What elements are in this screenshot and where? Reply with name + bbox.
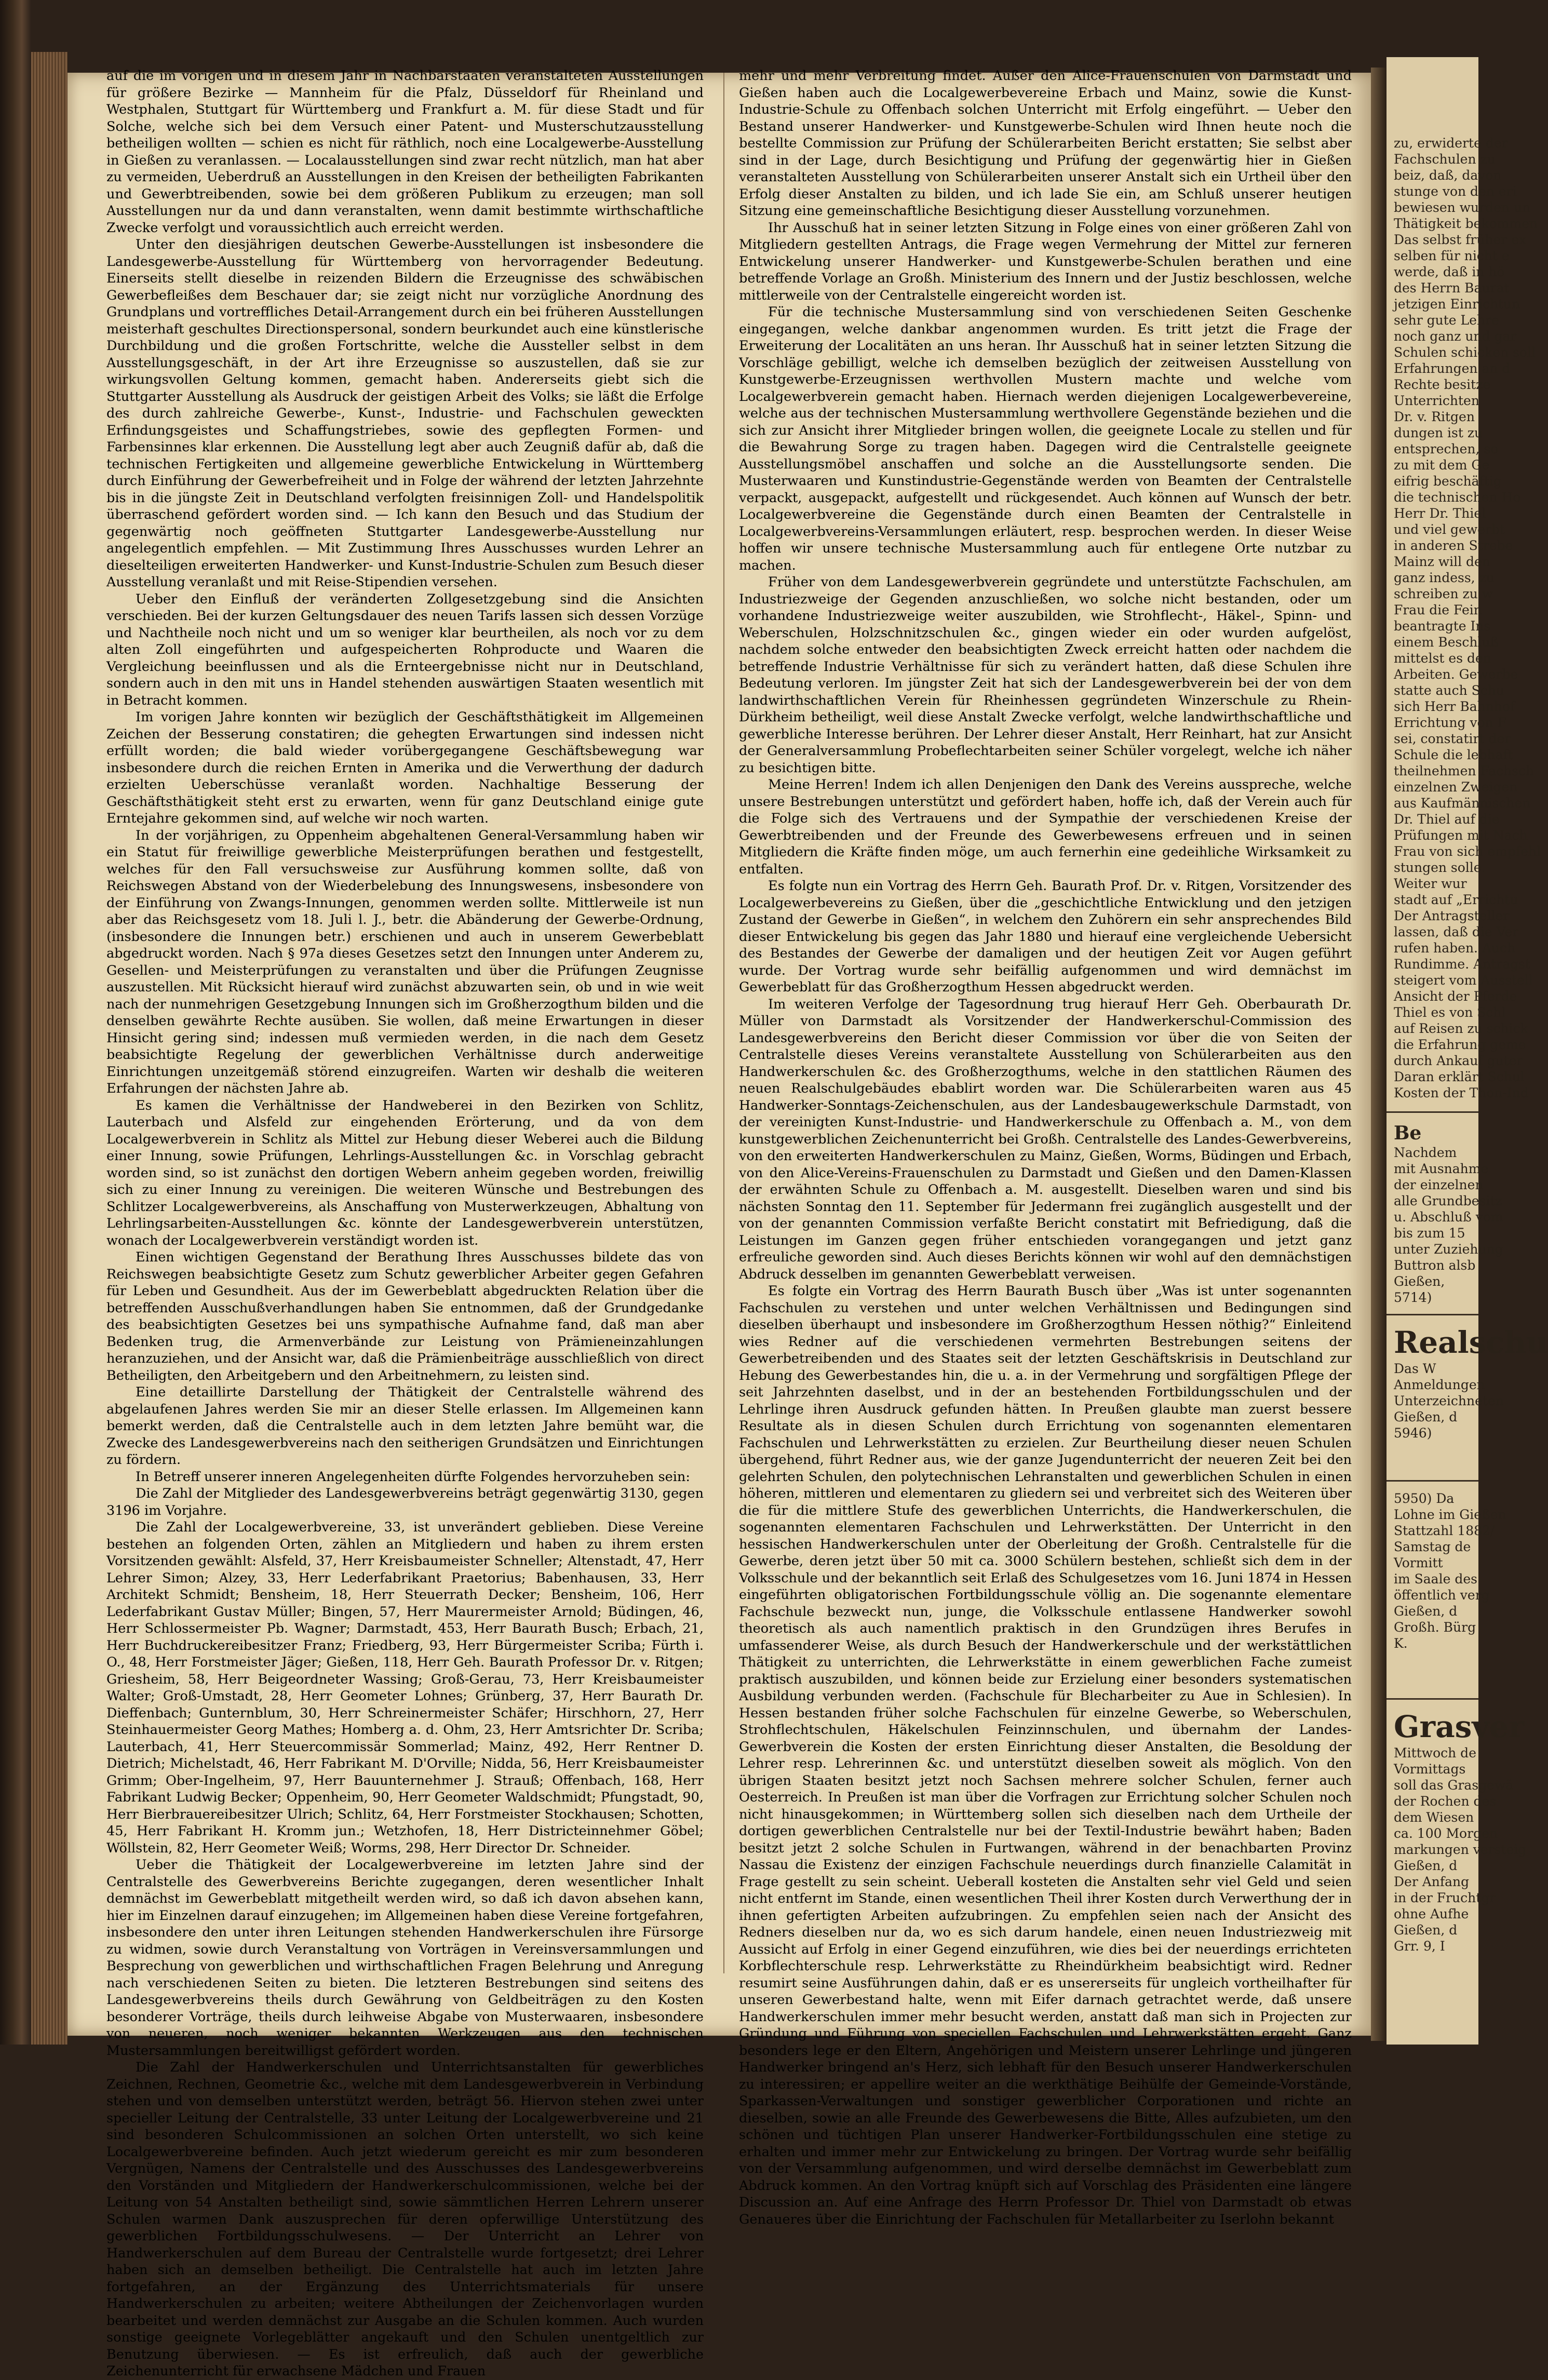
fragment-block-5 [1394, 1709, 1527, 1954]
gutter [1371, 68, 1387, 2041]
paragraph: In der vorjährigen, zu Oppenheim abgehaltenen General-Versammlung haben wir ein Statut für freiwillige gewerbliche Meisterprüfungen berathen und festgestellt, welches für den Fall versuchsweise zur Ausführung kommen sollte, daß von Reichswegen Abstand von der Wiederbelebung des Innungswesens, insbesondere von der Einführung von Zwangs-Innungen, genommen werden sollte. Mittlerweile ist nun aber das Reichsgesetz vom 18. Juli l. J., betr. die Abänderung der Gewerbe-Ordnung, (insbesondere die Innungen betr.) erschienen und auch in unserem Gewerbeblatt abgedruckt worden. Nach § 97a dieses Gesetzes setzt den Innungen unter Anderem zu, Gesellen- und Meisterprüfungen zu veranstalten und über die Prüfungen Zeugnisse auszustellen. Mit Rücksicht hierauf wird zunächst abzuwarten sein, ob und in wie weit nach der nunmehrigen Gesetzgebung Innungen sich im Großherzogthum bilden und die denselben gewährte Rechte ausüben. Sie wollen, daß meine Erwartungen in dieser Hinsicht gering sind; indessen muß vermieden werden, in die nach dem Gesetz beabsichtigte Regelung der gewerblichen Verhältnisse durch anderweitige Einrichtungen unzeitgemäß störend einzugreifen. Warten wir deshalb die weiteren Erfahrungen der nächsten Jahre ab. [106, 827, 704, 1096]
fragment-line: ca. 100 Morgen [1394, 1826, 1498, 1841]
fragment-line: zu mit dem Ge [1394, 458, 1490, 473]
paragraph: Ueber die Thätigkeit der Localgewerbvereine im letzten Jahre sind der Centralstelle des Gewerbvereins Berichte zugegangen, deren wesentlicher Inhalt demnächst im Gewerbeblatt mitgetheilt werden wird, so daß ich davon absehen kann, hier im Einzelnen darauf einzugehen; im Allgemeinen haben diese Vereine fortgefahren, insbesondere den unter ihren Leitungen stehenden Handwerkerschulen ihre Fürsorge zu widmen, sowie durch Veranstaltung von Vorträgen in Vereinsversammlungen und Besprechung von gewerblichen und wirthschaftlichen Fragen Belehrung und Anregung nach verschiedenen Seiten zu bieten. Die letzteren Bestrebungen sind seitens des Landesgewerbvereins theils durch Gewährung von Geldbeiträgen zu den Kosten besonderer Vorträge, theils durch leihweise Abgabe von Musterwaaren, insbesondere von neueren, noch weniger bekannten Werkzeugen aus den technischen Mustersammlungen bereitwilligst gefördert worden. [106, 1857, 704, 2059]
fragment-line: rufen haben. Auch [1394, 940, 1516, 956]
fragment-line: Grasver [1394, 1709, 1525, 1744]
fragment-line: ganz indess, zu [1394, 570, 1495, 585]
fragment-line: Nachdem [1394, 1145, 1457, 1160]
paragraph: Für die technische Mustersammlung sind von verschiedenen Seiten Geschenke eingegangen, welche dankbar angenommen wurden. Es tritt jetzt die Frage der Erweiterung der Localitäten an uns heran. Ihr Ausschuß hat in seiner letzten Sitzung die Vorschläge gebilligt, welche ich demselben bezüglich der zeitweisen Ausstellung von Kunstgewerbe-Erzeugnissen werthvollen Mustern machte und welche vom Localgewerbverein gemacht haben. Hiernach werden diejenigen Localgewerbevereine, welche aus der technischen Mustersammlung werthvollere Gegenstände beziehen und die sich zur Ansicht ihrer Mitglieder bringen wollen, die geeignete Locale zu stellen und für die Bewahrung Sorge zu tragen haben. Dagegen wird die Centralstelle geeignete Ausstellungsmöbel anschaffen und solche an die Ausstellungsorte senden. Die Musterwaaren und Kunstindustrie-Gegenstände werden von Beamten der Centralstelle verpackt, ausgepackt, aufgestellt und rückgesendet. Auch können auf Wunsch der betr. Localgewerbvereine die Gegenstände durch einen Beamten der Centralstelle in Localgewerbvereins-Versammlungen erläutert, resp. besprochen werden. In dieser Weise hoffen wir unsere technische Mustersammlung auch für entlegene Orte nutzbar zu machen. [739, 304, 1352, 573]
fragment-line: Daran erklärt Schul [1394, 1069, 1525, 1084]
right-column [739, 68, 1352, 2227]
fragment-block-3 [1394, 1324, 1548, 1441]
fragment-line: sei, constatirt der [1394, 731, 1511, 746]
fragment-line: im Saale des [1394, 1571, 1477, 1586]
fragment-line: Vormitt [1394, 1555, 1443, 1570]
fragment-line: einzelnen Zweigen [1394, 779, 1518, 795]
fragment-line: lassen, daß die Ver [1394, 924, 1519, 939]
fragment-block-2 [1394, 1122, 1503, 1306]
fragment-line: u. Abschluß vom [1394, 1209, 1503, 1225]
paragraph: Es folgte ein Vortrag des Herrn Baurath Busch über „Was ist unter sogenannten Fachschulen zu verstehen und unter welchen Verhältnissen und Bedingungen sind dieselben überhaupt und insbesondere im Großherzogthum Hessen nöthig?“ Einleitend wies Redner auf die verschiedenen vermehrten Bestrebungen seitens der Gewerbetreibenden und des Staates seit der letzten Geschäftskrisis in Deutschland zur Hebung des Gewerbestandes hin, die u. a. in der Vermehrung und sorgfältigen Pflege der seit Jahrzehnten daselbst, und in der an bestehenden Fortbildungsschulen und der Lehrlinge ihren Ausdruck gefunden hätten. In Preußen glaubte man zuerst bessere Resultate als in diesen Schulen durch Errichtung von sogenannten elementaren Fachschulen und Lehrwerkstätten zu erzielen. Zur Beurtheilung dieser neuen Schulen übergehend, führt Redner aus, wie der ganze Jugendunterricht der neueren Zeit bei den gelehrten Schulen, den polytechnischen Lehranstalten und gewerblichen Schulen in einen höheren, mittleren und elementaren zu gliedern sei und verbreitet sich des Weiteren über die für die mittlere Stufe des gewerblichen Unterrichts, die Handwerkerschulen, die sogenannten elementaren Fachschulen und Lehrwerkstätten. Der Unterricht in den hessischen Handwerkerschulen unter der Oberleitung der Großh. Centralstelle für die Gewerbe, deren jetzt über 50 mit ca. 3000 Schülern bestehen, schließt sich dem in der Volksschule und der bekanntlich seit Erlaß des Schulgesetzes vom 16. Juni 1874 in Hessen eingeführten obligatorischen Fortbildungsschule völlig an. Die sogenannte elementare Fachschule bezweckt nun, junge, die Volksschule entlassene Handwerker sowohl theoretisch als auch namentlich praktisch in den Grundzügen ihres Berufes in umfassenderer Weise, als durch Besuch der Handwerkerschule und der werkstättlichen Thätigkeit zu unterrichten, die Lehrwerkstätte in einem gewerblichen Fache zumeist praktisch auszubilden, und können beide zur Erzielung einer besonders systematischen Ausbildung verbunden werden. (Fachschule für Blecharbeiter zu Aue in Schlesien). In Hessen bestanden früher solche Fachschulen für einzelne Gewerbe, so Weberschulen, Strohflechtschulen, Häkelschulen Feinzinnschulen, und übernahm der Landes-Gewerbverein die Kosten der ersten Einrichtung dieser Anstalten, die Besoldung der Lehrer resp. Lehrerinnen &c. und unterstützt dieselben soweit als möglich. Von den übrigen Staaten besitzt jetzt noch Sachsen mehrere solcher Schulen, ferner auch Oesterreich. In Preußen ist man über die Vorfragen zur Errichtung solcher Schulen noch nicht hinausgekommen; in Württemberg sollen sich dieselben nach dem Urtheile der dortigen gewerblichen Centralstelle nur bei der Textil-Industrie bewährt haben; Baden besitzt jetzt 2 solche Schulen in Furtwangen, während in der benachbarten Provinz Nassau die Existenz der einzigen Fachschule neuerdings durch finanzielle Calamität in Frage gestellt zu sein scheint. Ueberall kosteten die Anstalten sehr viel Geld und seien nicht entfernt im Stande, einen wesentlichen Theil ihrer Kosten durch Verwerthung der in ihnen gefertigten Arbeiten aufzubringen. Zu empfehlen seien nach der Ansicht des Redners dieselben nur da, wo es sich darum handele, einen neuen Industriezweig mit Aussicht auf Erfolg in einer Gegend einzuführen, wie dies bei der neuerdings errichteten Korbflechterschule resp. Lehrwerkstätte zu Rheindürkheim beabsichtigt wird. Redner resumirt seine Ausführungen dahin, daß er es unsererseits für ungleich vortheilhafter für unseren Gewerbestand halte, wenn mit Eifer darnach getrachtet werde, daß unsere Handwerkerschulen immer mehr besucht werden, anstatt daß man sich in Projecten zur Gründung und Führung von speciellen Fachschulen und Lehrwerkstätten ergeht. Ganz besonders lege er den Eltern, Angehörigen und Meistern unserer Lehrlinge und jüngeren Handwerker bringend an's Herz, sich lebhaft für den Besuch unserer Handwerkerschulen zu interessiren; er appellire weiter an die werkthätige Beihülfe der Gemeinde-Vorstände, Sparkassen-Verwaltungen und sonstiger gewerblicher Corporationen und richte an dieselben, sowie an alle Freunde des Gewerbewesens die Bitte, Alles aufzubieten, um den schönen und tüchtigen Plan unserer Handwerker-Fortbildungsschulen eine stetige zu erhalten und immer mehr zur Entwickelung zu bringen. Der Vortrag wurde sehr beifällig von der Versammlung aufgenommen, und wird derselbe demnächst im Gewerbeblatt zum Abdruck kommen. An den Vortrag knüpft sich auf Vorschlag des Präsidenten eine längere Discussion an. Auf eine Anfrage des Herrn Professor Dr. Thiel von Darmstadt ob etwas Genaueres über die Einrichtung der Fachschulen für Metallarbeiter zu Iserlohn bekannt [739, 1283, 1352, 2227]
fragment-line: markungen versteig [1394, 1842, 1527, 1857]
fragment-line: alle Grundbesitz [1394, 1193, 1502, 1208]
fragment-line: aus Kaufmännischen [1394, 796, 1531, 811]
fragment-line: K. [1394, 1636, 1408, 1651]
fragment-line: in der Fruchtgr [1394, 1890, 1496, 1905]
fragment-line: Frau von sich empfehl [1394, 844, 1541, 859]
fragment-line: die technischen Ho [1394, 490, 1521, 505]
fragment-line: Frau die Fein [1394, 602, 1482, 617]
fragment-line: bis zum 15 [1394, 1226, 1465, 1241]
fragment-line: Ansicht der Pferde [1394, 989, 1517, 1004]
fragment-line: sehr gute Lehre [1394, 313, 1499, 328]
fragment-line: der einzelnen [1394, 1177, 1484, 1192]
fragment-line: Mainz will den [1394, 554, 1490, 569]
fragment-line: Lohne im Gießen [1394, 1507, 1506, 1522]
book-spine [0, 0, 31, 2045]
fragment-line: stunge von den eri [1394, 184, 1517, 199]
fragment-line: der Rochen des [1394, 1794, 1497, 1809]
fragment-line: steigert vom Ausstell [1394, 973, 1533, 988]
fragment-line: Unterrichten [1394, 393, 1479, 408]
paragraph: Es kamen die Verhältnisse der Handweberei in den Bezirken von Schlitz, Lauterbach und Alsfeld zur eingehenden Erörterung, und da von dem Localgewerbverein in Schlitz als Mittel zur Hebung dieser Weberei auch die Bildung einer Innung, sowie Prüfungen, Lehrlings-Ausstellungen &c. in Vorschlag gebracht worden sind, so ist zunächst den dortigen Webern anheim gegeben worden, freiwillig sich zu einer Innung zu vereinigen. Die weiteren Wünsche und Bestrebungen des Schlitzer Localgewerbvereins, als Anschaffung von Musterwerkzeugen, Abhaltung von Lehrlingsarbeiten-Ausstellungen &c. könnte der Landesgewerbverein unterstützen, wonach der Localgewerbverein verständigt worden ist. [106, 1097, 704, 1248]
fragment-line: durch Ankauf guter [1394, 1053, 1523, 1068]
paragraph: Unter den diesjährigen deutschen Gewerbe-Ausstellungen ist insbesondere die Landesgewerbe-Ausstellung für Württemberg von hervorragender Bedeutung. Einerseits stellt dieselbe in reizenden Bildern die Erzeugnisse des schwäbischen Gewerbefleißes dem Beschauer dar; sie zeigt nicht nur vorzügliche Anordnung des Grundplans und vortreffliches Detail-Arrangement durch ein bei früheren Ausstellungen meisterhaft geschultes Directionspersonal, sondern beurkundet auch eine künstlerische Durchbildung und die großen Fortschritte, welche die Aussteller selbst in dem Ausstellungsgeschäft, in der Art ihre Erzeugnisse so auszustellen, daß sie zur wirkungsvollen Geltung kommen, gemacht haben. Andererseits giebt sich die Stuttgarter Ausstellung als Ausdruck der geistigen Arbeit des Volks; sie läßt die Erfolge des durch zahlreiche Gewerbe-, Kunst-, Industrie- und Fachschulen geweckten Erfindungsgeistes und Schaffungstriebes, sowie des gepflegten Formen- und Farbensinnes klar erkennen. Die Ausstellung legt aber auch Zeugniß dafür ab, daß die technischen Fertigkeiten und allgemeine gewerbliche Entwickelung in Württemberg durch Einführung der Gewerbefreiheit und in Folge der während der letzten Jahrzehnte bis in die jüngste Zeit in Deutschland verfolgten freisinnigen Zoll- und Handelspolitik überraschend gefördert worden sind. — Ich kann den Besuch und das Studium der gegenwärtig noch geöffneten Stuttgarter Landesgewerbe-Ausstellung nur angelegentlich empfehlen. — Mit Zustimmung Ihres Ausschusses wurden Lehrer an dieselteiligen erweiterten Handwerker- und Kunst-Industrie-Schulen zum Besuch dieser Ausstellung veranlaßt und mit Reise-Stipendien versehen. [106, 237, 704, 590]
fragment-line: statte auch Schu [1394, 683, 1505, 698]
fragment-line: Vormittags [1394, 1762, 1466, 1777]
fragment-line: Errichtung von F [1394, 715, 1507, 730]
fragment-line: Gießen, [1394, 1274, 1445, 1289]
fragment-line: entsprechen, so [1394, 441, 1499, 456]
paragraph: Im weiteren Verfolge der Tagesordnung trug hierauf Herr Geh. Oberbaurath Dr. Müller von Darmstadt als Vorsitzender der Handwerkerschul-Commission des Landesgewerbvereins den Bericht dieser Commission vor über die von Seiten der Centralstelle dieses Vereins veranstaltete Ausstellung von Schülerarbeiten aus den Handwerkerschulen &c. des Großherzogthums, welche in den stattlichen Räumen des neuen Realschulgebäudes ebablirt worden war. Die Schülerarbeiten waren aus 45 Handwerker-Sonntags-Zeichenschulen, aus der Landesbaugewerkschule Darmstadt, von der vereinigten Kunst-Industrie- und Handwerkerschule zu Offenbach a. M., von dem kunstgewerblichen Zeichenunterricht bei Großh. Centralstelle des Landes-Gewerbvereins, von den erweiterten Handwerkerschulen zu Mainz, Gießen, Worms, Büdingen und Erbach, von den Alice-Vereins-Frauenschulen zu Darmstadt und Gießen und den Damen-Klassen der erwähnten Schule zu Offenbach a. M. ausgestellt. Dieselben waren und sind bis nächsten Sonntag den 11. September für Jedermann frei zugänglich ausgestellt und der von der genannten Commission verfaßte Bericht constatirt mit Befriedigung, daß die Leistungen im Ganzen gegen früher entschieden vorangegangen und jetzt ganz erfreuliche geworden sind. Auch dieses Berichts können wir wohl auf den demnächstigen Abdruck desselben im genannten Gewerbeblatt verweisen. [739, 996, 1352, 1282]
fragment-line: beantragte Ins [1394, 618, 1491, 634]
fragment-line: Gießen, d [1394, 1922, 1458, 1938]
fragment-line: bewiesen wurden un [1394, 200, 1531, 215]
fragment-line: 5946) [1394, 1426, 1432, 1441]
fragment-line: theilnehmen Fachsch [1394, 763, 1534, 778]
fragment-line: 5950) Da [1394, 1491, 1455, 1506]
fragment-line: und viel gewerbt [1394, 522, 1505, 537]
fragment-line: Dr. v. Ritgen [1394, 409, 1475, 424]
fragment-line: sich Herr Bahnhof [1394, 699, 1515, 714]
fragment-line: Kosten der Thon-Ind [1394, 1085, 1529, 1100]
left-column [106, 68, 704, 2379]
fragment-line: Buttron alsb [1394, 1258, 1476, 1273]
fragment-line: Realschu [1394, 1325, 1548, 1360]
divider [1387, 1480, 1478, 1482]
fragment-line: dungen ist zu [1394, 425, 1483, 440]
fragment-line: mittelst es den [1394, 651, 1491, 666]
fragment-line: auf Reisen zu schick [1394, 1021, 1528, 1036]
paragraph: mehr und mehr Verbreitung findet. Außer den Alice-Frauenschulen von Darmstadt und Gießen haben auch die Localgewerbevereine Erbach und Mainz, sowie die Kunst-Industrie-Schule zu Offenbach solchen Unterricht mit Erfolg eingeführt. — Ueber den Bestand unserer Handwerker- und Kunstgewerbe-Schulen wird Ihnen heute noch die bestellte Commission zur Prüfung der Schülerarbeiten Bericht erstatten; Sie selbst aber sind in der Lage, durch Besichtigung und Prüfung der gegenwärtig hier in Gießen veranstalteten Ausstellung von Schülerarbeiten unserer Anstalt sich ein Urtheil über den Erfolg dieser Anstalten zu bilden, und ich lade Sie ein, am Schluß unserer heutigen Sitzung eine gemeinschaftliche Besichtigung dieser Ausstellung vorzunehmen. [739, 68, 1352, 219]
fragment-line: Dr. Thiel auf die [1394, 812, 1500, 827]
fragment-line: Thätigkeit bekommen [1394, 216, 1538, 231]
fragment-line: mit Ausnahme [1394, 1161, 1489, 1176]
divider [1387, 1314, 1478, 1315]
fragment-line: noch ganz und gar [1394, 329, 1517, 344]
fragment-line: Gießen, d [1394, 1858, 1458, 1873]
paragraph: Die Zahl der Localgewerbvereine, 33, ist unverändert geblieben. Diese Vereine bestehen an folgenden Orten, zählen an Mitgliedern und haben zu ihrem ersten Vorsitzenden gewählt: Alsfeld, 37, Herr Kreisbaumeister Schneller; Altenstadt, 47, Herr Lehrer Simon; Alzey, 33, Herr Lederfabrikant Praetorius; Babenhausen, 33, Herr Architekt Schmidt; Bensheim, 18, Herr Steuerrath Decker; Bensheim, 106, Herr Lederfabrikant Gustav Müller; Bingen, 57, Herr Maurermeister Arnold; Büdingen, 46, Herr Schlossermeister Pb. Wagner; Darmstadt, 453, Herr Baurath Busch; Erbach, 21, Herr Buchdruckereibesitzer Franz; Friedberg, 93, Herr Bürgermeister Scriba; Fürth i. O., 48, Herr Forstmeister Jäger; Gießen, 118, Herr Geh. Baurath Professor Dr. v. Ritgen; Griesheim, 58, Herr Beigeordneter Wassing; Groß-Gerau, 73, Herr Kreisbaumeister Walter; Groß-Umstadt, 28, Herr Geometer Lohnes; Grünberg, 37, Herr Baurath Dr. Dieffenbach; Gunternblum, 30, Herr Schreinermeister Schäfer; Hirschhorn, 27, Herr Steinhauermeister Georg Mathes; Homberg a. d. Ohm, 23, Herr Amtsrichter Dr. Scriba; Lauterbach, 41, Herr Steuercommissär Sommerlad; Mainz, 492, Herr Rentner D. Dietrich; Michelstadt, 46, Herr Fabrikant M. D'Orville; Nidda, 56, Herr Kreisbaumeister Grimm; Ober-Ingelheim, 97, Herr Bauunternehmer J. Strauß; Offenbach, 168, Herr Fabrikant Ludwig Becker; Oppenheim, 90, Herr Geometer Waldschmidt; Pfungstadt, 90, Herr Bierbrauereibesitzer Ulrich; Schlitz, 64, Herr Forstmeister Stockhausen; Schotten, 45, Herr Fabrikant H. Kromm jun.; Wetzhofen, 18, Herr Districteinnehmer Göbel; Wöllstein, 82, Herr Geometer Weiß; Worms, 298, Herr Director Dr. Schneider. [106, 1520, 704, 1856]
paragraph: Meine Herren! Indem ich allen Denjenigen den Dank des Vereins ausspreche, welche unsere Bestrebungen unterstützt und gefördert haben, hoffe ich, daß der Verein auch für die Folge sich des Vertrauens und der Sympathie der verschiedenen Kreise der Gewerbtreibenden und der Freunde des Gewerbewesens erfreuen und in seinen Mitgliedern die Kräfte finden möge, um auch fernerhin eine gedeihliche Wirksamkeit zu entfalten. [739, 777, 1352, 877]
paragraph: Die Zahl der Mitglieder des Landesgewerbvereins beträgt gegenwärtig 3130, gegen 3196 im Vorjahre. [106, 1486, 704, 1518]
paragraph: In Betreff unserer inneren Angelegenheiten dürfte Folgendes hervorzuheben sein: [136, 1469, 690, 1485]
fragment-line: zu, erwiderte der [1394, 136, 1508, 151]
fragment-line: stadt auf „Errichtu [1394, 892, 1518, 907]
paragraph: auf die im vorigen und in diesem Jahr in Nachbarstaaten veranstalteten Ausstellungen für größere Bezirke — Mannheim für die Pfalz, Düsseldorf für Rheinland und Westphalen, Stuttgart für Württemberg und Frankfurt a. M. für diese Stadt und für Solche, welche sich bei dem Versuch einer Patent- und Musterschutzausstellung betheiligen wollten — schien es nicht für räthlich, noch eine Localgewerbe-Ausstellung in Gießen zu veranlassen. — Localausstellungen sind zwar recht nützlich, man hat aber zu vermeiden, Ueberdruß an Ausstellungen in den Kreisen der betheiligten Fabrikanten und Gewerbtreibenden, sowie bei dem größeren Publikum zu erzeugen; man soll Ausstellungen nur da und dann veranstalten, wenn damit bestimmte wirthschaftliche Zwecke verfolgt und voraussichtlich auch erreicht werden. [106, 68, 704, 236]
fragment-line: Schulen schicken soll [1394, 345, 1536, 360]
paragraph: Früher von dem Landesgewerbverein gegründete und unterstützte Fachschulen, am Industriezweige der Gegenden anzuschließen, wo solche nicht bestanden, oder um vorhandene Industriezweige weiter auszubilden, wie Strohflecht-, Häkel-, Spinn- und Weberschulen, Holzschnitzschulen &c., gingen wieder ein oder wurden aufgelöst, nachdem solche entweder den beabsichtigten Zweck erreicht hatten oder nachdem die betreffende Industrie Verhältnisse für sich zu verändert hatten, daß diese Schulen ihre Bedeutung verloren. Im jüngster Zeit hat sich der Landesgewerbverein bei der von dem landwirthschaftlichen Verein für Rheinhessen gegründeten Winzerschule zu Rhein-Dürkheim betheiligt, weil diese Anstalt Zwecke verfolgt, welche landwirthschaftliche und gewerbliche Interesse berühren. Der Lehrer dieser Anstalt, Herr Reinhart, hat zur Ansicht der Generalversammlung Probeflechtarbeiten seiner Schüler vorgelegt, welche ich näher zu besichtigen bitte. [739, 574, 1352, 776]
divider [1387, 1111, 1478, 1113]
paragraph: Es folgte nun ein Vortrag des Herrn Geh. Baurath Prof. Dr. v. Ritgen, Vorsitzender des Localgewerbevereins zu Gießen, über die „geschichtliche Entwicklung und den jetzigen Zustand der Gewerbe in Gießen“, in welchem den Zuhörern ein sehr ansprechendes Bild dieser Entwickelung bis gegen das Jahr 1880 und hierauf eine vergleichende Uebersicht des Bestandes der Gewerbe der damaligen und der heutigen Zeit vor Augen geführt wurde. Der Vortrag wurde sehr beifällig aufgenommen und wird demnächst im Gewerbeblatt für das Großherzogthum Hessen abgedruckt werden. [739, 878, 1352, 995]
fragment-line: ohne Aufhe [1394, 1906, 1469, 1921]
fragment-line: einem Beschluß [1394, 635, 1499, 650]
paragraph: Einen wichtigen Gegenstand der Berathung Ihres Ausschusses bildete das von Reichswegen beabsichtigte Gesetz zum Schutz gewerblicher Arbeiter gegen Gefahren für Leben und Gesundheit. Aus der im Gewerbeblatt abgedruckten Relation über die betreffenden Ausschußverhandlungen haben Sie entnommen, daß der Grundgedanke des beabsichtigten Gesetzes bei uns sympathische Aufnahme fand, daß man aber Bedenken trug, die Armenverbände zur Leistung von Prämieneinzahlungen heranzuziehen, und der Ansicht war, daß die Prämienbeiträge ausschließlich von direct Betheiligten, den Arbeitgebern und den Arbeitnehmern, zu leisten sind. [106, 1249, 704, 1383]
fragment-line: werde, daß in hö [1394, 264, 1505, 279]
fragment-line: Fachschulen zu [1394, 152, 1496, 167]
fragment-line: öffentlich verg [1394, 1588, 1490, 1603]
fragment-line: soll das Grasgewä [1394, 1778, 1514, 1793]
paragraph: Ueber den Einfluß der veränderten Zollgesetzgebung sind die Ansichten verschieden. Bei der kurzen Geltungsdauer des neuen Tarifs lassen sich dessen Vorzüge und Nachtheile noch nicht und um so weniger klar beurtheilen, als noch vor zu dem alten Zoll eingeführten und aufgespeicherten Rohproducte und Waaren die Vergleichung beeinflussen und als die Ernteergebnisse nicht nur in Deutschland, sondern auch in den mit uns in Handel stehenden auswärtigen Staaten wesentlich mit in Betracht kommen. [106, 591, 704, 708]
fragment-line: Der Anfang [1394, 1874, 1470, 1889]
fragment-line: stungen solle. [1394, 860, 1486, 875]
fragment-line: unter Zuziehung [1394, 1242, 1503, 1257]
paragraph: Eine detaillirte Darstellung der Thätigkeit der Centralstelle während des abgelaufenen Jahres werden Sie mir an dieser Stelle erlassen. Im Allgemeinen kann bemerkt werden, daß die Centralstelle auch in dem letzten Jahre bemüht war, die Zwecke des Landesgewerbvereins nach den seitherigen Grundsätzen und Einrichtungen zu fördern. [106, 1384, 704, 1468]
fragment-line: Arbeiten. Gewerbe [1394, 667, 1518, 682]
fragment-line: Unterzeichneten [1394, 1393, 1504, 1408]
fragment-line: Samstag de [1394, 1539, 1471, 1554]
fragment-line: Mittwoch de [1394, 1745, 1476, 1760]
fragment-line: Der Antragsteller [1394, 908, 1510, 923]
fragment-block-1 [1394, 135, 1541, 1101]
fragment-line: Stattzahl 1882/ [1394, 1523, 1495, 1538]
fragment-line: 5714) [1394, 1290, 1432, 1305]
divider [1387, 1698, 1478, 1700]
fragment-line: Gießen, d [1394, 1604, 1458, 1619]
page-edges [31, 52, 68, 2045]
column-rule [723, 73, 724, 1973]
fragment-line: die Erfahrung geme [1394, 1037, 1526, 1052]
paragraph: Ihr Ausschuß hat in seiner letzten Sitzung in Folge eines von einer größeren Zahl von Mitgliedern gestellten Antrags, die Frage wegen Vermehrung der Mittel zur ferneren Entwickelung unserer Handwerker- und Kunstgewerbe-Schulen berathen und eine betreffende Vorlage an Großh. Ministerium des Innern und der Justiz beschlossen, welche mittlerweile von der Centralstelle eingereicht worden ist. [739, 220, 1352, 303]
fragment-line: Prüfungen mit Nach [1394, 828, 1528, 843]
fragment-line: Herr Dr. Thiel [1394, 506, 1486, 521]
fragment-block-4 [1394, 1490, 1506, 1651]
adjacent-page [1387, 57, 1548, 2045]
fragment-line: selben für nicht e [1394, 248, 1510, 263]
fragment-line: Gießen, d [1394, 1409, 1458, 1424]
fragment-line: Rechte besitze [1394, 377, 1491, 392]
paragraph: Im vorigen Jahre konnten wir bezüglich der Geschäftsthätigkeit im Allgemeinen Zeichen der Besserung constatiren; die gehegten Erwartungen sind indessen nicht erfüllt worden; die bald wieder vorübergegangene Geschäftsbewegung war insbesondere durch die reichen Ernten in Amerika und die Verwerthung der dadurch erzielten Ueberschüsse veranlaßt worden. Nachhaltige Besserung der Geschäftsthätigkeit steht erst zu erwarten, wenn für ganz Deutschland einige gute Erntejahre gekommen sind, auf welche wir noch warten. [106, 709, 704, 826]
fragment-line: Thiel es von Schl [1394, 1005, 1506, 1020]
fragment-line: Be [1394, 1122, 1422, 1144]
fragment-line: Schule die lebhaft [1394, 747, 1513, 762]
fragment-line: des Herrn Baurat [1394, 280, 1510, 295]
paragraph: Die Zahl der Handwerkerschulen und Unterrichtsanstalten für gewerbliches Zeichnen, Rechnen, Geometrie &c., welche mit dem Landesgewerbverein in Verbindung stehen und von demselben unterstützt werden, beträgt 56. Hiervon stehen zwei unter specieller Leitung der Centralstelle, 33 unter Leitung der Localgewerbvereine und 21 sind besonderen Schulcommissionen an solchen Orten unterstellt, wo sich keine Localgewerbvereine befinden. Auch jetzt wiederum gereicht es mir zum besonderen Vergnügen, Namens der Centralstelle und des Ausschusses des Landesgewerbvereins den Vorständen und Mitgliedern der Handwerkerschulcommissionen, welche bei der Leitung von 54 Anstalten betheiligt sind, sowie sämmtlichen Herren Lehrern unserer Schulen warmen Dank auszusprechen für deren opferwillige Unterstützung des gewerblichen Fortbildungsschulwesens. — Der Unterricht an Lehrer von Handwerkerschulen auf dem Bureau der Centralstelle wurde fortgesetzt; drei Lehrer haben sich an demselben betheiligt. Die Centralstelle hat auch im letzten Jahre fortgefahren, an der Ergänzung des Unterrichtsmaterials für unsere Handwerkerschulen zu arbeiten; weitere Abtheilungen der Zeichenvorlagen wurden bearbeitet und werden demnächst zur Ausgabe an die Schulen kommen. Auch wurden sonstige geeignete Vorlegeblätter angekauft und den Schulen unentgeltlich zur Benutzung überwiesen. — Es ist erfreulich, daß auch der gewerbliche Zeichenunterricht für erwachsene Mädchen und Frauen [106, 2060, 704, 2379]
fragment-line: Weiter wur [1394, 876, 1467, 891]
fragment-line: beiz, daß, davon [1394, 168, 1502, 183]
fragment-line: Erfahrungen an d [1394, 361, 1511, 376]
fragment-line: Das selbst früher ex [1394, 232, 1527, 247]
fragment-line: Großh. Bürg [1394, 1620, 1476, 1635]
fragment-line: Anmeldungen [1394, 1377, 1485, 1392]
fragment-line: Grr. 9, I [1394, 1939, 1445, 1954]
fragment-line: jetzigen Einrichtun [1394, 297, 1520, 312]
fragment-line: eifrig beschäftig [1394, 474, 1502, 489]
fragment-line: Das W [1394, 1361, 1436, 1376]
fragment-line: in anderen Strebe [1394, 538, 1513, 553]
fragment-line: Rundimme. Antragst [1394, 957, 1531, 972]
fragment-line: dem Wiesen [1394, 1810, 1474, 1825]
fragment-line: schreiben zu w [1394, 586, 1493, 601]
